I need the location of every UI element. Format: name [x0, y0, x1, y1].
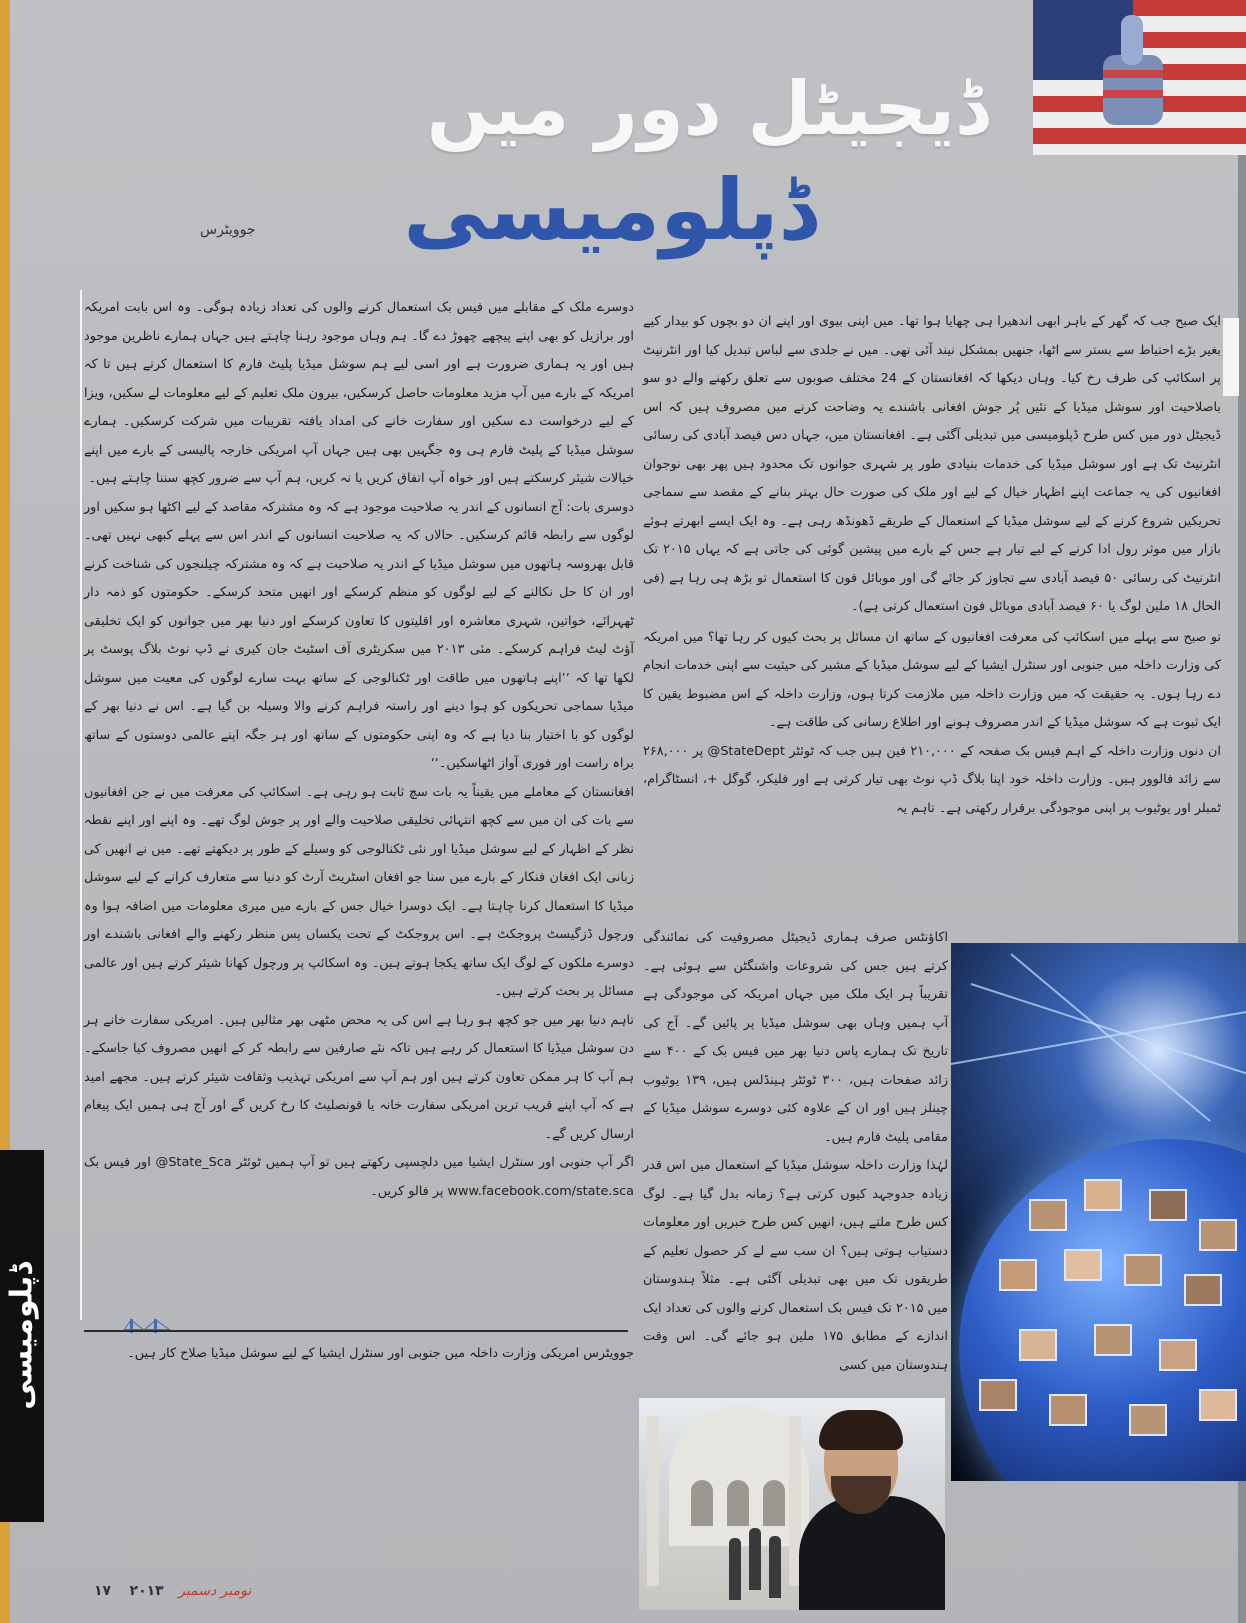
paragraph: تو صبح سے پہلے میں اسکائپ کی معرفت افغانیوں کے ساتھ ان مسائل پر بحث کیوں کر رہا تھا؟ میں امریکہ کی وزارت داخلہ میں جنوبی اور سنٹرل ایشیا کے لیے سوشل میڈیا کے مشیر کی حیثیت سے اپنی خدمات انجام دے رہا ہوں۔ یہ حقیقت کہ میں وزارت داخلہ میں ملازمت کرتا ہوں، وزارت داخلہ کے اس مضبوط یقین کا ایک ثبوت ہے کہ سوشل میڈیا کے اندر مصروف ہونے اور اطلاع رسانی کی طاقت ہے۔ [643, 629, 1221, 730]
paragraph: اکاؤنٹس صرف ہماری ڈیجیٹل مصروفیت کی نمائندگی کرتے ہیں جس کی شروعات واشنگٹن سے ہوئی ہے۔ تقریباً ہر ایک ملک میں جہاں امریکہ کی موجودگی ہے آپ ہمیں وہاں بھی سوشل میڈیا پر پائیں گے۔ آج کی تاریخ تک ہمارے پاس دنیا بھر میں فیس بک کے ۴۰۰ سے زائد صفحات ہیں، ۳۰۰ ٹوئٹر ہینڈلس ہیں، ۱۳۹ یوٹیوب چینلز ہیں اور ان کے علاوہ کئی دوسرے سوشل میڈیا کے مقامی پلیٹ فارم ہیں۔ [643, 930, 949, 1145]
thumbs-up-icon [1093, 10, 1183, 130]
globe [959, 1139, 1246, 1481]
paragraph: ان دنوں وزارت داخلہ کے اہم فیس بک صفحہ کے ۲۱۰,۰۰۰ فین ہیں جب کہ ٹوئٹر StateDept@ پر ۲۶۸,۰۰۰ سے زائد فالوور ہیں۔ وزارت داخلہ خود اپنا بلاگ ڈپ نوٹ بھی تیار کرتی ہے اور فلیکر، گوگل +، انسٹاگرام، ٹمبلر اور یوٹیوب پر اپنی موجودگی برقرار رکھتی ہے۔ تاہم یہ [643, 743, 1221, 816]
paragraph: دوسری بات: آج انسانوں کے اندر یہ صلاحیت موجود ہے کہ وہ مشترکہ مقاصد کے لیے اکٹھا ہو سکیں اور لوگوں سے رابطہ قائم کرسکیں۔ حالاں کہ یہ صلاحیت انسانوں کے اندر اس سے پہلے کبھی نہیں تھی۔ قابل بھروسہ ہاتھوں میں سوشل میڈیا کے اندر یہ صلاحیت ہے کہ وہ مشترکہ چیلنجوں کی شناخت کرنے اور ان کا حل نکالنے کے لیے لوگوں کو منظم کرسکے اور انھیں متحد کرسکے۔ حکومتوں کو ذمہ دار ٹھہرائے، خواتین، شہری معاشرہ اور اقلیتوں کا تعاون کرسکے اور دنیا بھر میں جوانوں کو ایک تخلیقی آؤٹ لیٹ فراہم کرسکے۔ مئی ۲۰۱۳ میں سکریٹری آف اسٹیٹ جان کیری نے ڈپ نوٹ بلاگ پوسٹ پر لکھا تھا کہ ’’اپنے ہاتھوں میں طاقت اور ٹکنالوجی کے ساتھ بہت سارے لوگوں کی معیت میں سوشل میڈیا سماجی تحریکوں کو ہوا دینے اور راستہ فراہم کرنے والا وسیلہ بن گیا ہے۔ اس نے دنیا بھر کے لوگوں کو با اختیار بنا دیا ہے کہ وہ اپنی حکومتوں کے ساتھ اور ہر جگہ اپنے عالمی دوستوں کے ساتھ براہ راست اور فوری آواز اٹھاسکیں۔‘‘ [84, 499, 634, 771]
page-footer [80, 1583, 251, 1599]
flag-thumbs-up-image [1033, 0, 1246, 155]
social-media-globe-image [951, 943, 1246, 1481]
footer-year: ۲۰۱۳ [129, 1583, 164, 1599]
author-photo [639, 1398, 945, 1610]
section-tab [0, 1150, 44, 1522]
dropcap-mark [1223, 318, 1239, 396]
footer-months: نومبر دسمبر [178, 1583, 252, 1599]
paragraph: تاہم دنیا بھر میں جو کچھ ہو رہا ہے اس کی یہ محض مٹھی بھر مثالیں ہیں۔ امریکی سفارت خانے ہر دن سوشل میڈیا کا استعمال کر رہے ہیں تاکہ نئے صارفین سے رابطہ کر کے انھیں مصروف کیا جاسکے۔ ہم آپ کا ہر ممکن تعاون کرتے ہیں اور ہم آپ سے امریکی تہذیب وثقافت شیئر کرتے ہیں۔ مجھے امید ہے کہ آپ اپنے قریب ترین امریکی سفارت خانہ یا قونصلیٹ کا رخ کریں گے اور آج ہی ہمیں ایک پیغام ارسال کریں گے۔ [84, 1012, 634, 1142]
paragraph: لہٰذا وزارت داخلہ سوشل میڈیا کے استعمال میں اس قدر زیادہ جدوجہد کیوں کرتی ہے؟ زمانہ بدل گیا ہے۔ لوگ کس طرح ملتے ہیں، انھیں کس طرح خبریں اور معلومات دستیاب ہوتی ہیں؟ ان سب سے لے کر حصول تعلیم کے طریقوں تک میں بھی تبدیلی آگئی ہے۔ مثلاً ہندوستان میں ۲۰۱۵ تک فیس بک استعمال کرنے والوں کی تعداد ایک اندازے کے مطابق ۱۷۵ ملین ہو جائے گی۔ اس وقت ہندوستان میں کسی [643, 1158, 949, 1373]
paragraph: دوسرے ملک کے مقابلے میں فیس بک استعمال کرنے والوں کی تعداد زیادہ ہوگی۔ وہ اس بابت امریکہ اور برازیل کو بھی اپنے پیچھے چھوڑ دے گا۔ ہم وہاں موجود رہنا چاہتے ہیں جہاں ہمارے ناظرین موجود ہیں اور یہ ہماری ضرورت ہے اور اسی لیے ہم سوشل میڈیا پلیٹ فارم کا استعمال کرتے ہیں تا کہ امریکہ کے بارے میں آپ مزید معلومات حاصل کرسکیں، بیرون ملک تعلیم کے لیے معلومات لے سکیں، ویزا کے لیے درخواست دے سکیں اور سفارت خانے کی امداد یافتہ تقریبات میں شرکت کرسکیں۔ ہمارے سوشل میڈیا کے پلیٹ فارم ہی وہ جگہیں بھی ہیں جہاں آپ امریکی خارجہ پالیسی کے بارے میں اپنے خیالات شیئر کرسکتے ہیں اور خواہ آپ اتفاق کریں یا نہ کریں، ہم آپ سے ضرور کچھ سننا چاہتے ہیں۔ [84, 300, 634, 486]
article-left-column [84, 294, 634, 1206]
page-number: ۱۷ [94, 1583, 112, 1599]
section-tab-label: ڈپلومیسی [4, 1262, 40, 1410]
paragraph: افغانستان کے معاملے میں یقیناً یہ بات سچ ثابت ہو رہی ہے۔ اسکائپ کی معرفت میں نے جن افغانیوں سے بات کی ان میں سے کچھ انتہائی تخلیقی صلاحیت والے اور پر جوش لوگ تھے۔ وہ اپنے اور اپنے نقطہ نظر کے اظہار کے لیے سوشل میڈیا اور نئی ٹکنالوجی کو وسیلے کے طور پر دیکھتے تھے۔ میں نے انھیں کی زبانی ایک افغان فنکار کے بارے میں سنا جو افغان اسٹریٹ آرٹ کو دنیا سے متعارف کرانے کے لیے سوشل میڈیا کا استعمال کرنا چاہتا ہے۔ ایک دوسرا خیال جس کے بارے میں میری معلومات میں اضافہ ہوا وہ ورچول ڈزگیسٹ پروجکٹ ہے۔ اس پروجکٹ کے تحت یکساں پس منظر رکھنے والے افغانی باشندے اور دوسرے ملکوں کے لوگ ایک ساتھ یکجا ہوتے ہیں۔ وہ اسکائپ پر ورچول کھانا شیئر کرتے ہیں اور عالمی مسائل پر بحث کرتے ہیں۔ [84, 784, 634, 999]
article-right-column-continued [643, 924, 948, 1380]
headline-line2: ڈپلومیسی [403, 161, 816, 259]
byline: جوویٹرس [200, 222, 256, 238]
paragraph: اگر آپ جنوبی اور سنٹرل ایشیا میں دلچسپی رکھتے ہیں تو آپ ہمیں ٹوئٹر State_Sca@ اور فیس بک www.facebook.com/state.sca پر فالو کریں۔ [84, 1155, 634, 1199]
article-right-column [643, 308, 1221, 823]
author-bio: جوویٹرس امریکی وزارت داخلہ میں جنوبی اور سنٹرل ایشیا کے لیے سوشل میڈیا صلاح کار ہیں۔ [127, 1346, 634, 1361]
paragraph: ایک صبح جب کہ گھر کے باہر ابھی اندھیرا ہی چھایا ہوا تھا۔ میں اپنی بیوی اور اپنے ان دو بچوں کو بیدار کیے بغیر بڑے احتیاط سے بستر سے اٹھا، جنھیں بمشکل نیند آئی تھی۔ میں نے جلدی سے لباس تبدیل کیا اور انٹرنیٹ پر اسکائپ کی طرف رخ کیا۔ وہاں دیکھا کہ افغانستان کے 24 مختلف صوبوں سے تعلق رکھنے والے دو سو باصلاحیت اور سوشل میڈیا کے تئیں پُر جوش افغانی باشندے یہ وضاحت کرنے میں مصروف ہیں کہ اس ڈیجیٹل دور میں کس طرح ڈپلومیسی میں تبدیلی آگئی ہے۔ افغانستان میں، جہاں دس فیصد آبادی کی رسائی انٹرنیٹ تک ہے اور سوشل میڈیا کی خدمات بنیادی طور پر شہری جوانوں تک محدود ہیں پھر بھی نوجوان افغانیوں کی یہ جماعت اپنے اظہار خیال کے لیے اور ملک کی صورت حال بہتر بنانے کے مقصد سے سماجی تحریکیں شروع کرنے کے لیے سوشل میڈیا کے استعمال کے طریقے ڈھونڈھ رہی ہے۔ وہ ایک ایسے ابھرتے ہوئے بازار میں موثر رول ادا کرنے کے لیے تیار ہے جس کے بارے میں پیشین گوئی کی جاتی ہے کہ یہاں ۲۰۱۵ تک انٹرنیٹ کی رسائی ۵۰ فیصد آبادی سے تجاوز کر جائے گی اور موبائل فون کا استعمال تو بڑھ ہی رہا ہے (فی الحال ۱۸ ملین لوگ یا ۶۰ فیصد آبادی موبائل فون استعمال کرتی ہے)۔ [643, 314, 1221, 614]
bio-rule [84, 1330, 628, 1332]
column-rule [80, 290, 82, 1320]
headline-line1: ڈیجیٹل دور میں [426, 66, 988, 152]
